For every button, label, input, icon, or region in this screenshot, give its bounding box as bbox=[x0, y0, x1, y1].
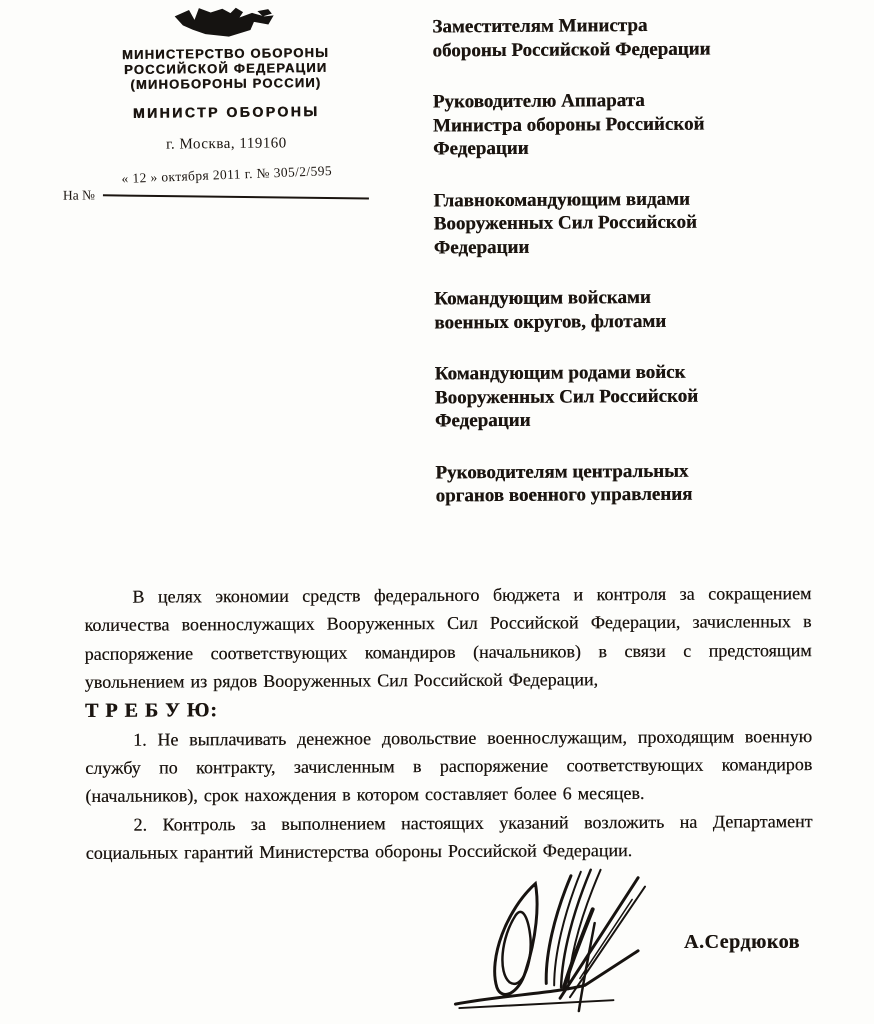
handwritten-signature-icon bbox=[443, 856, 691, 1014]
org-name-line-3: (МИНОБОРОНЫ РОССИИ) bbox=[130, 75, 322, 93]
reply-reference-label: На № bbox=[62, 187, 96, 203]
addressee-deputy-ministers: Заместителям Министра обороны Российской Федерации bbox=[432, 14, 711, 61]
addressee-list bbox=[432, 13, 856, 536]
sender-post-title: МИНИСТР ОБОРОНЫ bbox=[132, 103, 320, 121]
demand-word: Т Р Е Б У Ю: bbox=[84, 698, 218, 722]
addressee-district-fleet-commanders: Командующим войсками военных округов, флотами bbox=[434, 286, 667, 333]
org-name-line-2: РОССИЙСКОЙ ФЕДЕРАЦИИ bbox=[123, 59, 328, 78]
date-and-number-line: « 12 » октября 2011 г. № 305/2/595 bbox=[121, 162, 333, 187]
ministry-emblem-icon bbox=[169, 5, 281, 42]
addressee-central-bodies-heads: Руководителям центральных органов военного управления bbox=[435, 460, 693, 507]
addressee-branch-commanders: Командующим родами войск Вооруженных Сил Российской Федерации bbox=[434, 361, 699, 432]
opening-paragraph: В целях экономии средств федерального бюджета и контроля за сокращением количества военнослужащих Вооруженных Сил Российской Федерации, зачисленных в распоряжение соответствующих командиров (начальников) в связи с предстоящим увольнением из рядов Вооруженных Сил Российской Федерации, bbox=[84, 583, 812, 693]
order-item-1: 1. Не выплачивать денежное довольствие военнослужащим, проходящим военную службу по контракту, зачисленным в распоряжение соответствующих командиров (начальников), срок нахождения в котором составляет более 6 месяцев. bbox=[85, 725, 813, 807]
addressee-service-commanders: Главнокомандующим видами Вооруженных Сил Российской Федерации bbox=[433, 188, 697, 258]
letterhead bbox=[57, 4, 395, 204]
org-name-line-1: МИНИСТЕРСТВО ОБОРОНЫ bbox=[121, 44, 330, 63]
order-item-2: 2. Контроль за выполнением настоящих указаний возложить на Департамент социальных гарантий Министерства обороны Российской Федерации. bbox=[85, 810, 813, 864]
addressee-apparatus-head: Руководителю Аппарата Министра обороны Российской Федерации bbox=[432, 89, 705, 160]
city-postal-line: г. Москва, 119160 bbox=[165, 135, 287, 153]
letter-body bbox=[84, 579, 812, 867]
signatory-name: А.Сердюков bbox=[684, 931, 800, 953]
reply-reference-blank-line bbox=[103, 194, 369, 199]
